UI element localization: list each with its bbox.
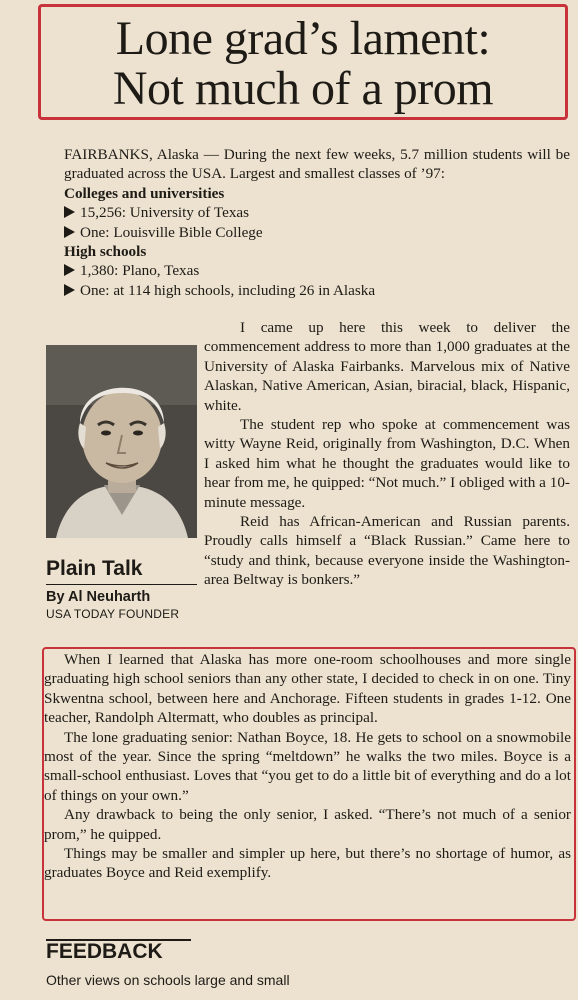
paragraph: Things may be smaller and simpler up here, but there’s no shortage of humor, as graduates Boyce and Reid exemplify. [44,845,571,882]
feedback-subtitle: Other views on schools large and small [46,972,290,988]
headline-highlight-box [38,4,568,120]
headline-line-1: Lone grad’s lament: [115,12,491,65]
intro-lead: FAIRBANKS, Alaska — During the next few weeks, 5.7 million students will be graduated across the USA. Largest and smallest classes of ’97: [64,146,570,183]
column-title: Plain Talk [46,557,143,580]
list-item: 15,256: University of Texas [64,203,570,222]
paragraph: I came up here this week to deliver the commencement address to more than 1,000 graduates at the University of Alaska Fairbanks. Marvelous mix of Native Alaskan, Native American, Asian, biracial, black, Hispanic, white. [204,319,570,414]
list-item: One: Louisville Bible College [64,223,570,242]
paragraph: The student rep who spoke at commencement was witty Wayne Reid, originally from Washington, D.C. When I asked him what he thought the graduates would like to hear from me, he quipped: “Not much.” I obliged with a 10-minute message. [204,416,570,511]
paragraph: Any drawback to being the only senior, I asked. “There’s not much of a senior prom,” he quipped. [44,806,571,843]
feedback-heading: FEEDBACK [46,940,163,963]
column-sidebar [46,556,197,621]
byline: By Al Neuharth [46,589,151,605]
list-item: One: at 114 high schools, including 26 in Alaska [64,281,570,300]
triangle-bullet-icon [64,264,75,276]
body-lower-section [44,650,571,883]
list-heading-high-schools: High schools [64,243,147,261]
triangle-bullet-icon [64,226,75,238]
author-role: USA TODAY FOUNDER [46,607,180,621]
paragraph: When I learned that Alaska has more one-room schoolhouses and more single graduating high school seniors than any other state, I decided to check in on one. Tiny Skwentna school, between here and Anchorage. Fifteen students in grades 1-12. One teacher, Randolph Altermatt, who doubles as principal. [44,651,571,727]
author-photo [46,345,197,538]
headline-line-2: Not much of a prom [112,62,494,115]
column-divider [46,584,197,585]
paragraph: The lone graduating senior: Nathan Boyce, 18. He gets to school on a snowmobile most of the year. Since the spring “meltdown” he walks the two miles. Boyce is a small-school enthusiast. Loves that “you get to do a little bit of everything and do a lot of things on your own.” [44,728,571,804]
list-item: 1,380: Plano, Texas [64,261,570,280]
list-heading-colleges: Colleges and universities [64,184,225,202]
author-portrait-image [46,345,197,538]
triangle-bullet-icon [64,206,75,218]
triangle-bullet-icon [64,284,75,296]
paragraph: Reid has African-American and Russian parents. Proudly calls himself a “Black Russian.” Came here to “study and think, because everyone inside the Washington-area Beltway is bonkers.” [204,513,570,589]
headline [41,7,565,114]
intro-section [64,145,570,300]
body-right-column [204,318,570,590]
